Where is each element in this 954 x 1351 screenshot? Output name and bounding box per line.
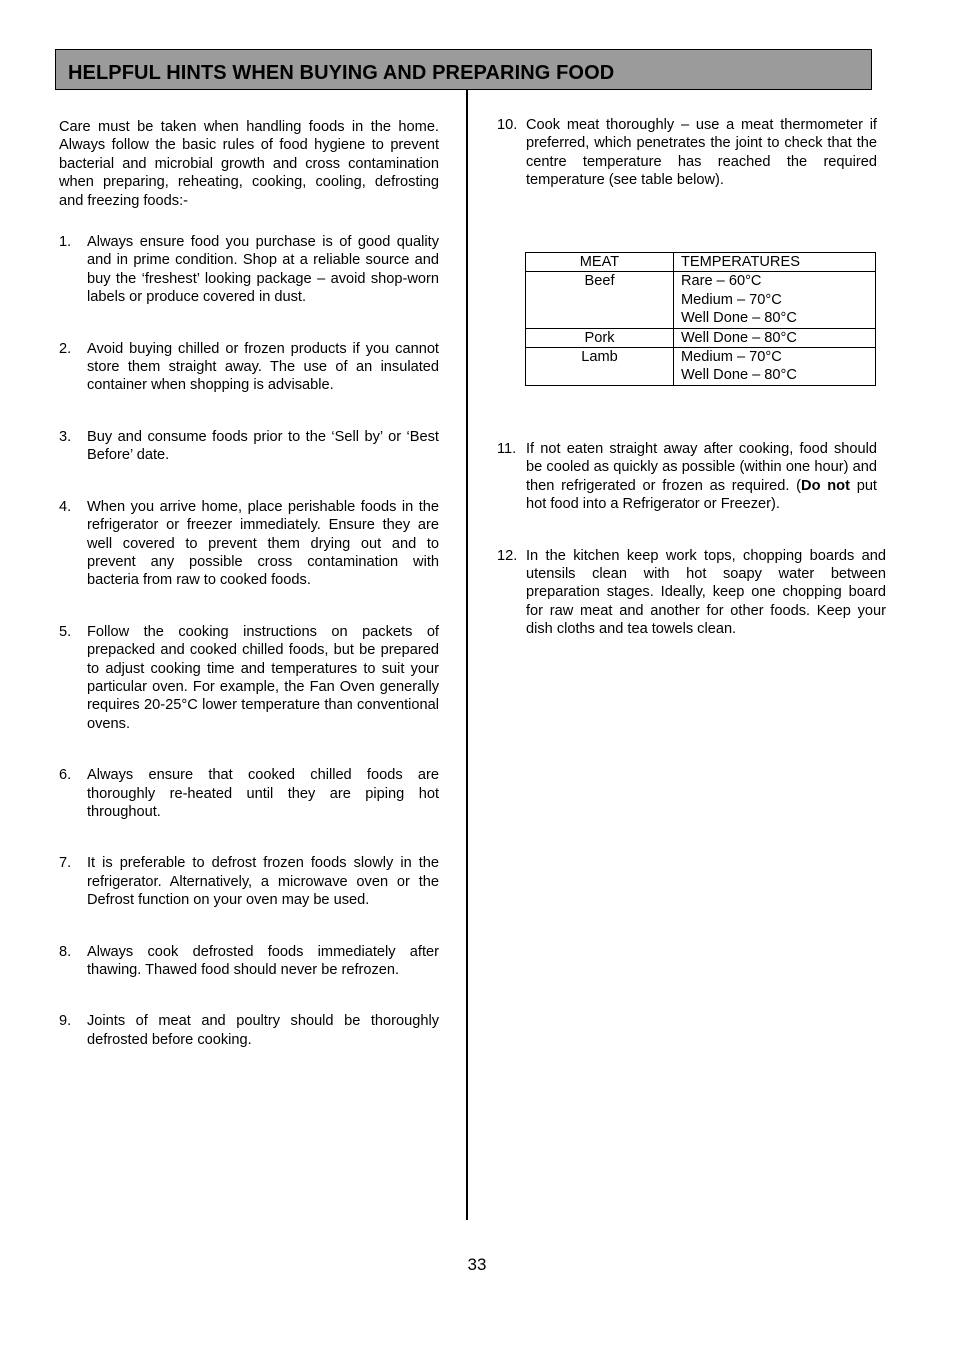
item-text: Cook meat thoroughly – use a meat thermometer if preferred, which penetrates the joint to check that the centre temperature has reached the required temperature (see table below). (526, 117, 877, 189)
item-number: 8. (59, 943, 72, 960)
item-text (526, 440, 877, 514)
item-text: It is preferable to defrost frozen foods slowly in the refrigerator. Alternatively, a microwave oven or the Defrost function on your oven may be used. (87, 855, 439, 909)
list-item-4 (59, 498, 439, 590)
item-text-bold: Do not (801, 477, 850, 494)
item-text: In the kitchen keep work tops, chopping boards and utensils clean with hot soapy water between preparation stages. Ideally, keep one chopping board for raw meat and another for other foods. Keep your dish cloths and tea towels clean. (526, 547, 886, 638)
intro-paragraph: Care must be taken when handling foods in the home. Always follow the basic rules of food hygiene to prevent bacterial and microbial growth and cross contamination when preparing, reheating, cooking, cooling, defrosting and freezing foods:- (59, 119, 439, 209)
table-cell-meat: Pork (526, 328, 674, 347)
page-title: HELPFUL HINTS WHEN BUYING AND PREPARING FOOD (68, 62, 615, 84)
list-item-7 (59, 854, 439, 909)
list-item-11 (497, 440, 877, 514)
item-number: 10. (497, 117, 518, 133)
table-cell-temps (674, 348, 876, 386)
table-header-meat: MEAT (526, 253, 674, 272)
right-column-lower (497, 440, 886, 639)
column-divider (466, 90, 468, 1220)
temp-line: Well Done – 80°C (681, 329, 797, 346)
list-item-3 (59, 428, 439, 465)
table-header-temperatures: TEMPERATURES (674, 253, 876, 272)
table-cell-meat: Beef (526, 272, 674, 328)
meat-temperature-table (525, 252, 876, 386)
table-cell-meat: Lamb (526, 348, 674, 386)
temp-line: Medium – 70°C (681, 291, 782, 308)
table-row (526, 328, 876, 347)
left-column (59, 118, 439, 1049)
list-item-8 (59, 943, 439, 980)
table-cell-temps (674, 328, 876, 347)
page-number: 33 (467, 1255, 487, 1274)
item-text: Joints of meat and poultry should be thoroughly defrosted before cooking. (87, 1013, 439, 1048)
table-header-row (526, 253, 876, 272)
item-number: 11. (497, 441, 517, 457)
item-number: 3. (59, 428, 72, 445)
item-text: Follow the cooking instructions on packets of prepacked and cooked chilled foods, but be prepared to adjust cooking time and temperatures to suit your particular oven. For example, the Fan Oven generally requires 20-25°C lower temperature than conventional ovens. (87, 623, 439, 732)
list-item-2 (59, 340, 439, 395)
item-number: 9. (59, 1013, 72, 1030)
item-number: 5. (59, 623, 72, 640)
list-item-1 (59, 233, 439, 307)
temp-line: Well Done – 80°C (681, 310, 797, 327)
list-item-10 (497, 116, 877, 190)
temp-line: Well Done – 80°C (681, 367, 797, 384)
item-text: Buy and consume foods prior to the ‘Sell by’ or ‘Best Before’ date. (87, 428, 439, 464)
section-header (55, 49, 872, 90)
item-text: Always ensure food you purchase is of good quality and in prime condition. Shop at a reliable source and buy the ‘freshest’ looking package – avoid shop-worn labels or produce covered in dust. (87, 234, 439, 306)
item-number: 2. (59, 340, 72, 357)
table-row (526, 272, 876, 328)
item-text: Always cook defrosted foods immediately after thawing. Thawed food should never be refrozen. (87, 943, 439, 978)
item-number: 1. (59, 234, 72, 251)
item-text: When you arrive home, place perishable foods in the refrigerator or freezer immediately. Ensure they are well covered to prevent them drying out and to prevent any possible cross contamination with bacteria from raw to cooked foods. (87, 498, 439, 589)
temp-line: Medium – 70°C (681, 349, 782, 366)
list-item-6 (59, 766, 439, 821)
right-column (497, 116, 877, 190)
item-number: 7. (59, 855, 72, 872)
list-item-9 (59, 1012, 439, 1049)
list-item-12 (497, 547, 886, 639)
list-item-5 (59, 623, 439, 733)
temp-line: Rare – 60°C (681, 273, 762, 290)
item-number: 4. (59, 498, 72, 515)
table-row (526, 348, 876, 386)
item-text: Always ensure that cooked chilled foods are thoroughly re-heated until they are piping hot throughout. (87, 767, 439, 820)
item-number: 12. (497, 547, 518, 564)
table-cell-temps (674, 272, 876, 328)
item-text: Avoid buying chilled or frozen products if you cannot store them straight away. The use of an insulated container when shopping is advisable. (87, 340, 439, 394)
item-text-after: put hot food into a Refrigerator or Freezer). (526, 477, 877, 513)
item-text-before: If not eaten straight away after cooking, food should be cooled as quickly as possible (within one hour) and then refrigerated or frozen as required. ( (526, 441, 877, 494)
item-number: 6. (59, 767, 72, 784)
